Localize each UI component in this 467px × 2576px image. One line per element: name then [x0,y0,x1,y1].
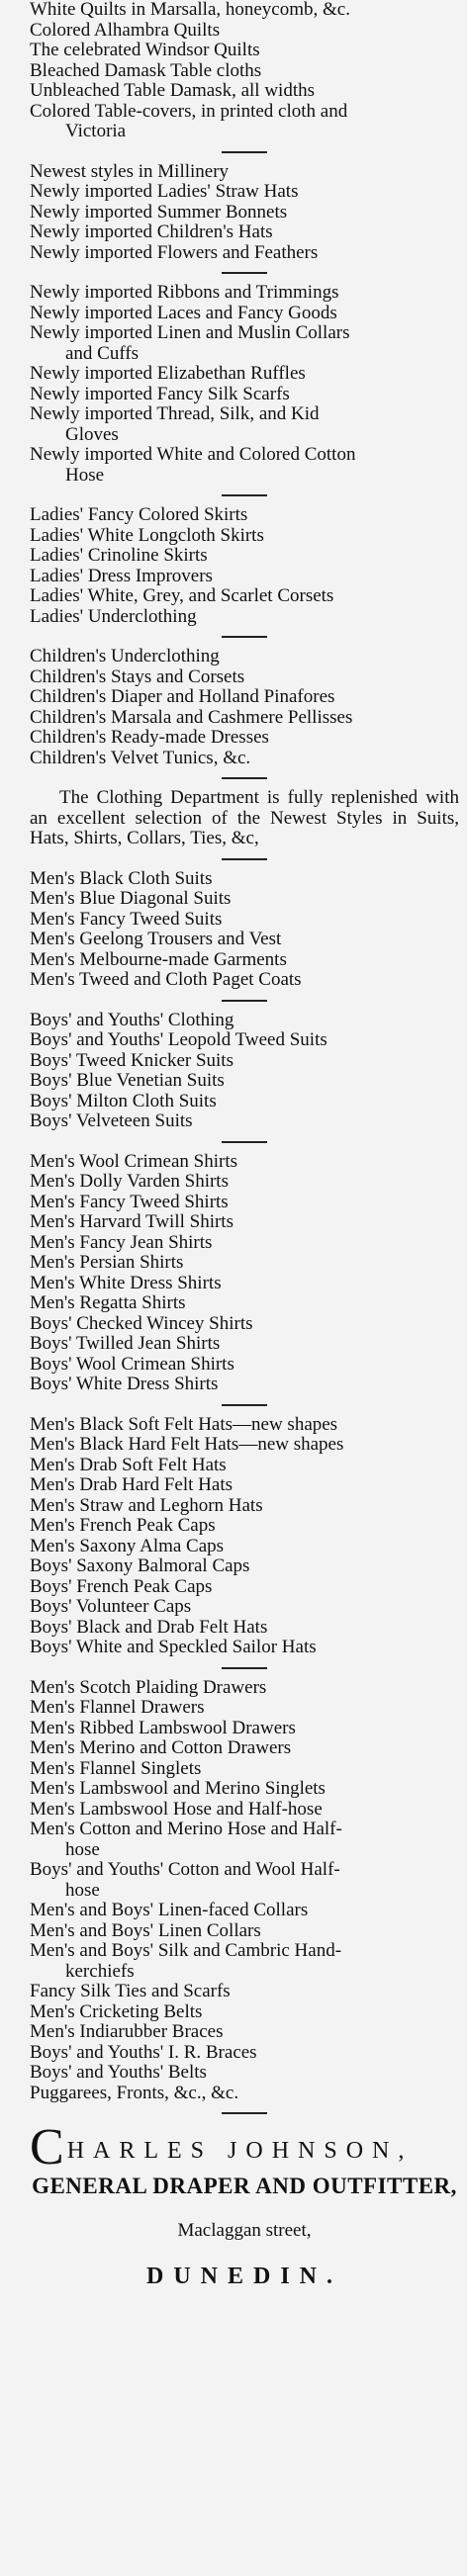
section-divider [222,1667,267,1669]
item-line: Children's Velvet Tunics, &c. [30,747,251,768]
merchant-name-rest: HARLES JOHNSON, [66,2138,414,2164]
ad-section [30,788,459,849]
item-line: Men's Ribbed Lambswool Drawers [30,1717,296,1738]
item-line: Boys' Twilled Jean Shirts [30,1333,221,1354]
item-line: Men's Fancy Jean Shirts [30,1231,213,1253]
section-divider [222,1000,267,1002]
item-line: Colored Table-covers, in printed cloth and [30,100,348,122]
item-line: Men's Scotch Plaiding Drawers [30,1676,267,1698]
merchant-name [30,2119,459,2176]
item-line: Newly imported Flowers and Feathers [30,241,319,263]
item-line: Ladies' White Longcloth Skirts [30,524,264,546]
item-line: Ladies' Crinoline Skirts [30,545,208,566]
section-divider [222,636,267,638]
item-line: Children's Ready-made Dresses [30,727,269,748]
item-line: Men's Geelong Trousers and Vest [30,929,282,949]
item-line: Puggarees, Fronts, &c., &c. [30,2082,239,2103]
ad-section [30,283,459,486]
item-line: Boys' White and Speckled Sailor Hats [30,1637,317,1657]
section-divider [222,151,267,153]
item-line: Newly imported Summer Bonnets [30,201,288,222]
section-divider [222,777,267,779]
section-divider [222,858,267,860]
ad-section [30,1415,459,1658]
item-line: The celebrated Windsor Quilts [30,40,260,60]
item-line: Men's Tweed and Cloth Paget Coats [30,969,302,990]
item-line: Newly imported Elizabethan Ruffles [30,363,306,384]
ad-section [30,1152,459,1395]
item-line: Men's Melbourne-made Garments [30,948,287,970]
item-line: Ladies' Underclothing [30,605,197,627]
section-divider [222,2112,267,2114]
item-line: Newly imported Laces and Fancy Goods [30,302,337,323]
ad-section [30,647,459,768]
item-line: Newly imported Ladies' Straw Hats [30,181,299,202]
item-line: Bleached Damask Table cloths [30,59,262,81]
item-line: Men's Lambswool Hose and Half-hose [30,1798,323,1820]
ad-section [30,1011,459,1132]
item-line: Men's Drab Hard Felt Hats [30,1474,233,1495]
item-line: Newest styles in Millinery [30,160,230,182]
merchant-street: Maclaggan street, [177,2220,312,2241]
item-line: Boys' Blue Venetian Suits [30,1070,225,1091]
item-line: Boys' Milton Cloth Suits [30,1090,217,1111]
item-line: Victoria [65,121,127,141]
merchant-city: DUNEDIN. [145,2264,342,2289]
item-line: Men's French Peak Caps [30,1515,216,1536]
section-divider [222,1404,267,1406]
section-divider [222,272,267,274]
item-line: Newly imported Fancy Silk Scarfs [30,383,290,404]
item-line: hose [65,1838,100,1860]
item-line: Boys' and Youths' Belts [30,2062,207,2083]
item-line: Men's Flannel Drawers [30,1697,205,1718]
item-line: Men's Regatta Shirts [30,1292,186,1313]
item-line: Men's Flannel Singlets [30,1757,202,1779]
item-line: Men's Black Hard Felt Hats—new shapes [30,1434,344,1455]
signature-block [30,2119,459,2302]
item-line: Men's Indiarubber Braces [30,2021,224,2042]
item-line: Ladies' Fancy Colored Skirts [30,504,248,525]
ad-section [30,505,459,627]
item-line: Men's Harvard Twill Shirts [30,1211,234,1232]
section-divider [222,1141,267,1143]
item-line: Newly imported Ribbons and Trimmings [30,282,339,303]
item-line: Children's Marsala and Cashmere Pellisses [30,706,353,728]
item-line: kerchiefs [65,1960,135,1982]
item-line: Men's Cotton and Merino Hose and Half- [30,1819,342,1839]
item-line: Men's Persian Shirts [30,1252,184,1273]
item-line: Men's Merino and Cotton Drawers [30,1737,292,1758]
item-line: Boys' and Youths' I. R. Braces [30,2041,257,2063]
item-line: Hose [65,464,105,486]
item-line: Men's Straw and Leghorn Hats [30,1494,263,1516]
item-line: Men's and Boys' Linen Collars [30,1919,261,1941]
item-line: Men's Blue Diagonal Suits [30,888,232,909]
merchant-name-initial: C [30,2119,67,2176]
item-line: Boys' Volunteer Caps [30,1596,192,1617]
item-line: Ladies' Dress Improvers [30,565,213,586]
item-line: Men's Drab Soft Felt Hats [30,1454,227,1475]
item-line: Men's Cricketing Belts [30,2000,203,2022]
item-line: Men's Fancy Tweed Suits [30,908,223,930]
item-line: Colored Alhambra Quilts [30,19,221,41]
item-line: Ladies' White, Grey, and Scarlet Corsets [30,585,334,606]
item-line: Fancy Silk Ties and Scarfs [30,1981,231,2001]
item-line: Newly imported Thread, Silk, and Kid [30,403,320,424]
item-line: Men's Black Soft Felt Hats—new shapes [30,1413,338,1435]
item-line: Newly imported White and Colored Cotton [30,444,356,465]
item-line: Boys' and Youths' Cotton and Wool Half- [30,1859,340,1880]
clothing-department-paragraph: The Clothing Department is fully replenished with an excellent selection of the Newest Styles in Suits, Hats, Shirts, Collars, Ties, &c, [30,787,459,848]
item-line: Boys' Saxony Balmoral Caps [30,1555,250,1576]
ad-section [30,869,459,991]
item-line: Men's Black Cloth Suits [30,867,213,889]
item-line: Men's Saxony Alma Caps [30,1535,225,1556]
item-line: Men's Wool Crimean Shirts [30,1150,238,1172]
item-line: Men's Lambswool and Merino Singlets [30,1778,326,1799]
item-line: Boys' Checked Wincey Shirts [30,1312,253,1334]
item-line: Men's Fancy Tweed Shirts [30,1191,229,1212]
item-line: Boys' Tweed Knicker Suits [30,1049,234,1071]
ad-section [30,1678,459,2104]
merchant-title: GENERAL DRAPER AND OUTFITTER, [32,2174,457,2198]
item-line: Children's Diaper and Holland Pinafores [30,686,335,707]
item-line: Men's and Boys' Silk and Cambric Hand- [30,1940,342,1961]
item-line: Men's and Boys' Linen-faced Collars [30,1900,309,1920]
section-divider [222,494,267,496]
item-line: Newly imported Children's Hats [30,222,273,242]
item-line: Boys' Black and Drab Felt Hats [30,1616,268,1638]
item-line: Children's Stays and Corsets [30,666,245,687]
item-line: Boys' Wool Crimean Shirts [30,1353,234,1375]
item-line: Boys' and Youths' Leopold Tweed Suits [30,1029,327,1050]
item-line: Unbleached Table Damask, all widths [30,80,315,101]
item-line: Gloves [65,423,119,445]
item-line: Children's Underclothing [30,646,220,666]
item-line: and Cuffs [65,342,140,364]
item-line: Men's White Dress Shirts [30,1272,222,1293]
item-line: Men's Dolly Varden Shirts [30,1171,229,1192]
item-line: Boys' and Youths' Clothing [30,1009,234,1030]
item-line: Boys' White Dress Shirts [30,1374,219,1394]
item-line: White Quilts in Marsalla, honeycomb, &c. [30,0,350,20]
item-line: Newly imported Linen and Muslin Collars [30,322,350,343]
item-line: hose [65,1879,100,1901]
item-line: Boys' French Peak Caps [30,1575,213,1597]
ad-section [30,0,459,142]
ad-section [30,162,459,264]
item-line: Boys' Velveteen Suits [30,1110,193,1131]
